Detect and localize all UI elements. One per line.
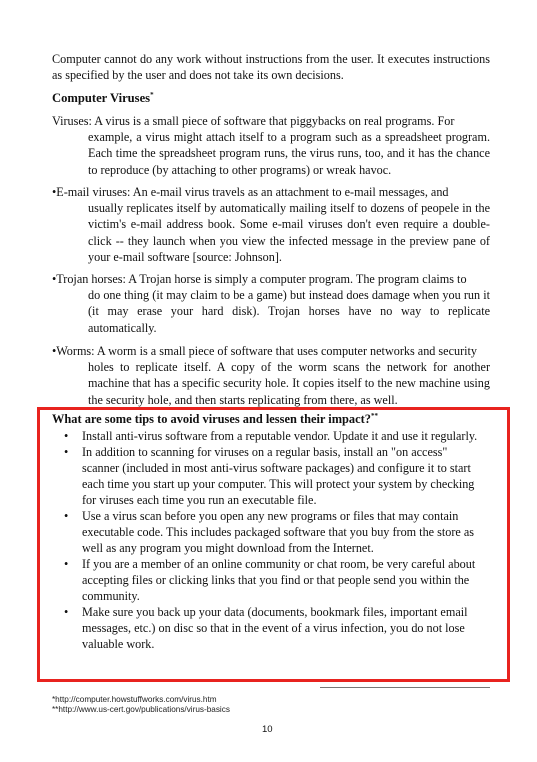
definition-first-line: •Worms: A worm is a small piece of software that uses computer networks and security — [52, 344, 478, 358]
tips-list — [64, 428, 484, 652]
page-number: 10 — [262, 724, 273, 735]
definition-body: usually replicates itself by automatically mailing itself to dozens of peopele in the victim's e-mail address book. Some e-mail viruses don't even require a double-click -- they launch when you view the infected message in the preview pane of your e-mail software [source: Johnson]. — [88, 201, 490, 264]
tip-item: • If you are a member of an online community or chat room, be very careful about accepting files or clicking links that you find or that people send you within the community. — [64, 556, 484, 604]
intro-paragraph: Computer cannot do any work without instructions from the user. It executes instructions as specified by the user and does not take its own decisions. — [52, 52, 490, 83]
tip-item: • Install anti-virus software from a reputable vendor. Update it and use it regularly. — [64, 428, 484, 444]
definition-viruses — [52, 113, 490, 178]
definition-trojan-horses — [52, 271, 490, 336]
definition-email-viruses — [52, 184, 490, 265]
tip-item: • In addition to scanning for viruses on a regular basis, install an "on access" scanner (included in most anti-virus software packages) and configure it to start each time you start up your computer. This will protect your system by checking for viruses each time you run an executable file. — [64, 444, 484, 508]
tips-heading-footnote-mark: ** — [370, 411, 378, 420]
tip-item: • Use a virus scan before you open any new programs or files that may contain executable code. This includes packaged software that you buy from the store as well as any program you might download from the Internet. — [64, 508, 484, 556]
footnote-2: **http://www.us-cert.gov/publications/virus-basics — [52, 705, 230, 714]
tips-heading-text: What are some tips to avoid viruses and lessen their impact? — [52, 412, 371, 426]
definition-body: do one thing (it may claim to be a game) but instead does damage when you run it (it may erase your hard disk). Trojan horses have no way to replicate automatically. — [88, 288, 490, 335]
section-heading-text: Computer Viruses — [52, 91, 151, 105]
definition-first-line: •E-mail viruses: An e-mail virus travels as an attachment to e-mail messages, and — [52, 185, 449, 199]
tips-heading — [52, 412, 378, 427]
definition-worms — [52, 343, 490, 408]
footnote-divider — [320, 687, 490, 688]
definition-body: holes to replicate itself. A copy of the worm scans the network for another machine that has a specific security hole. It copies itself to the new machine using the security hole, and then starts replicating from there, as well. — [88, 360, 490, 407]
section-heading — [52, 91, 154, 106]
section-heading-footnote-mark: * — [150, 90, 154, 99]
definition-first-line: Viruses: A virus is a small piece of software that piggybacks on real programs. For — [52, 114, 455, 128]
definition-body: example, a virus might attach itself to a program such as a spreadsheet program. Each time the spreadsheet program runs, the virus runs, too, and it has the chance to reproduce (by attaching to other programs) or wreak havoc. — [88, 130, 490, 177]
footnote-1: *http://computer.howstuffworks.com/virus.htm — [52, 695, 217, 704]
tip-item: • Make sure you back up your data (documents, bookmark files, important email messages, etc.) on disc so that in the event of a virus infection, you do not lose valuable work. — [64, 604, 484, 652]
definition-first-line: •Trojan horses: A Trojan horse is simply a computer program. The program claims to — [52, 272, 467, 286]
